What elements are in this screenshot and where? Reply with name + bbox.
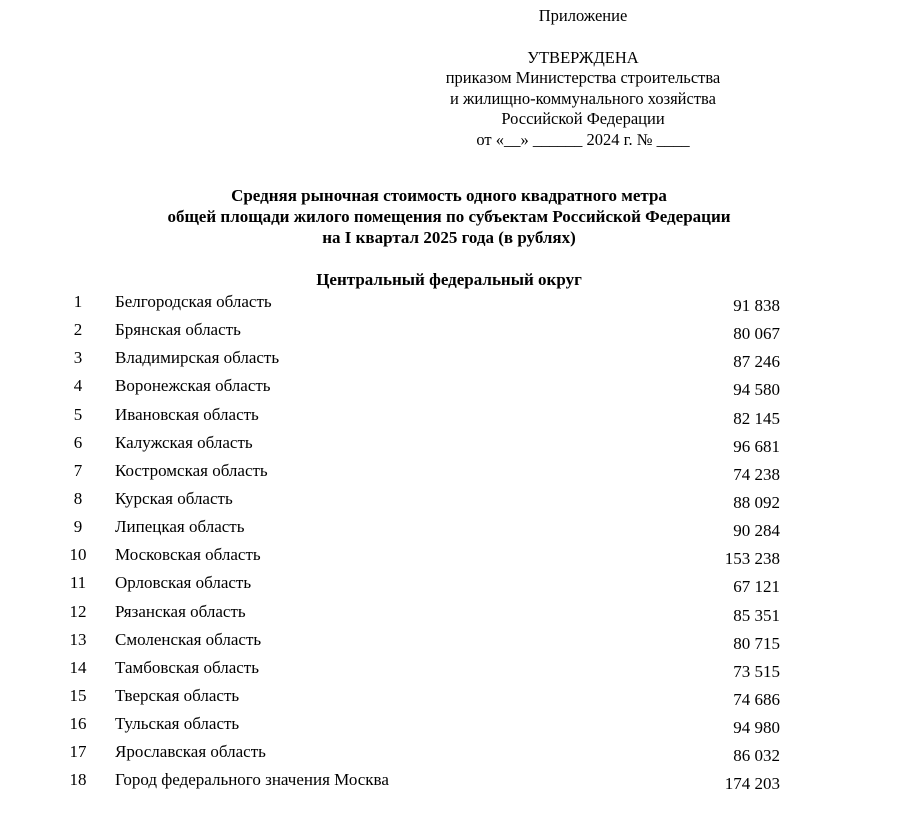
row-number: 9 [73,517,83,537]
price-value: 80 067 [733,324,780,344]
region-name: Тульская область [115,714,240,734]
region-name: Белгородская область [115,292,272,311]
row-number: 2 [73,320,83,340]
district-heading: Центральный федеральный округ [316,270,582,289]
region-name: Калужская область [115,432,253,452]
table-row [0,290,898,318]
price-value: 87 246 [733,352,780,372]
price-value: 91 838 [733,296,780,315]
table-row [0,515,898,543]
row-number: 12 [69,601,87,621]
row-number: 16 [69,714,87,734]
table-row [0,487,898,515]
table-row [0,431,898,459]
price-value: 90 284 [733,521,780,541]
region-name: Владимирская область [115,348,280,368]
title-line-2: общей площади жилого помещения по субъектам Российской Федерации [167,207,731,226]
region-name: Город федерального значения Москва [115,770,389,790]
region-name: Курская область [115,488,233,508]
region-name: Орловская область [115,573,252,593]
price-value: 82 145 [733,408,780,428]
approval-block [400,6,766,150]
region-name: Ярославская область [115,742,266,762]
row-number: 15 [69,685,87,705]
approved-label: УТВЕРЖДЕНА [527,47,639,67]
table-row [0,374,898,402]
table-row [0,403,898,431]
region-name: Брянская область [115,320,241,340]
row-number: 13 [69,629,87,649]
price-value: 96 681 [733,436,780,456]
row-number: 4 [73,376,83,396]
row-number: 10 [69,545,87,565]
table-row [0,628,898,656]
region-name: Воронежская область [115,376,271,396]
row-number: 7 [73,460,83,480]
price-value: 80 715 [733,633,780,653]
table-row [0,318,898,346]
price-value: 74 238 [733,464,780,484]
price-value: 67 121 [733,577,780,597]
table-row [0,656,898,684]
region-name: Рязанская область [115,601,246,621]
row-number: 18 [69,770,87,790]
price-value: 153 238 [724,549,780,569]
order-line-3: Российской Федерации [501,109,665,128]
order-line-1: приказом Министерства строительства [445,68,721,87]
table-row [0,543,898,571]
table-row [0,712,898,740]
order-date-line: от «__» ______ 2024 г. № ____ [476,129,690,149]
region-name: Тверская область [115,685,240,705]
price-value: 94 980 [733,718,780,738]
price-value: 85 351 [733,605,780,625]
region-name: Липецкая область [115,517,245,537]
row-number: 8 [73,488,83,508]
region-name: Тамбовская область [115,657,259,677]
row-number: 3 [73,348,83,368]
row-number: 11 [69,573,87,593]
appendix-label: Приложение [538,6,628,25]
region-name: Ивановская область [115,404,259,424]
title-line-3: на I квартал 2025 года (в рублях) [322,228,576,247]
table-row [0,571,898,599]
document-title [60,185,838,248]
price-value: 88 092 [733,492,780,512]
price-value: 86 032 [733,746,780,766]
row-number: 6 [73,432,83,452]
table-row [0,459,898,487]
order-line-2: и жилищно-коммунального хозяйства [450,88,716,108]
region-name: Смоленская область [115,629,262,649]
row-number: 17 [69,742,87,762]
price-value: 94 580 [733,380,780,400]
row-number: 5 [73,404,83,424]
table-row [0,740,898,768]
region-name: Московская область [115,545,261,565]
table-row [0,346,898,374]
price-value: 74 686 [733,689,780,709]
row-number: 14 [69,657,87,677]
row-number: 1 [73,292,83,311]
title-line-1: Средняя рыночная стоимость одного квадратного метра [231,186,667,205]
table-row [0,600,898,628]
region-name: Костромская область [115,460,268,480]
table-row [0,768,898,796]
table-row [0,684,898,712]
price-value: 73 515 [733,661,780,681]
price-table [0,290,898,797]
price-value: 174 203 [724,774,780,794]
